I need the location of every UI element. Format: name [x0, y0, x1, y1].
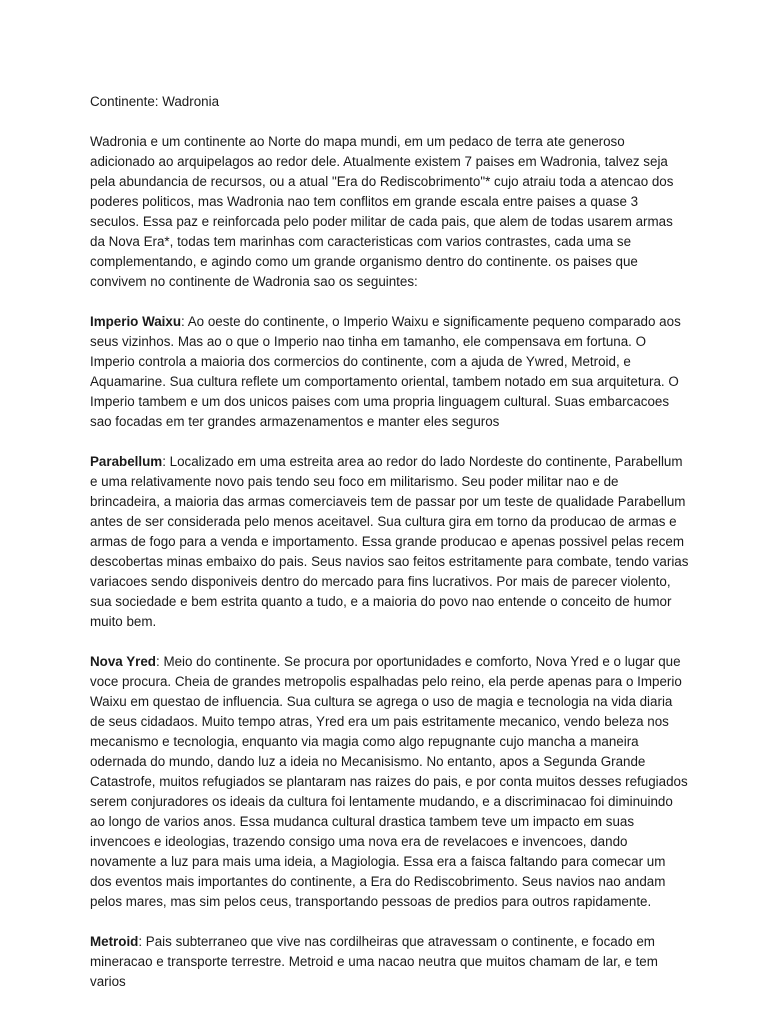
section-term: Nova Yred — [90, 654, 156, 669]
section-imperio-waixu — [90, 312, 690, 432]
intro-paragraph: Wadronia e um continente ao Norte do mapa mundi, em um pedaco de terra ate generoso adicionado ao arquipelagos ao redor dele. Atualmente existem 7 paises em Wadronia, talvez seja pela abundancia de recursos, ou a atual "Era do Rediscobrimento"* cujo atraiu toda a atencao dos poderes politicos, mas Wadronia nao tem conflitos em grande escala entre paises a quase 3 seculos. Essa paz e reinforcada pelo poder militar de cada pais, que alem de todas usarem armas da Nova Era*, todas tem marinhas com caracteristicas com varios contrastes, cada uma se complementando, e agindo como um grande organismo dentro do continente. os paises que convivem no continente de Wadronia sao os seguintes: — [90, 134, 674, 289]
document-body — [90, 92, 690, 1012]
section-text: : Pais subterraneo que vive nas cordilheiras que atravessam o continente, e focado em mineracao e transporte terrestre. Metroid e uma nacao neutra que muitos chamam de lar, e tem varios — [90, 934, 658, 989]
section-metroid — [90, 932, 690, 992]
section-term: Parabellum — [90, 454, 163, 469]
document-title: Continente: Wadronia — [90, 94, 220, 109]
section-parabellum — [90, 452, 690, 632]
section-text: : Meio do continente. Se procura por oportunidades e comforto, Nova Yred e o lugar que voce procura. Cheia de grandes metropolis espalhadas pelo reino, ela perde apenas para o Imperio Waixu em questao de influencia. Sua cultura se agrega o uso de magia e tecnologia na vida diaria de seus cidadaos. Muito tempo atras, Yred era um pais estritamente mecanico, vendo beleza nos mecanismo e tecnologia, enquanto via magia como algo repugnante cujo mancha a maneira odernada do mundo, dando luz a ideia no Mecanisismo. No entanto, apos a Segunda Grande Catastrofe, muitos refugiados se plantaram nas raizes do pais, e por conta muitos desses refugiados serem conjuradores os ideais da cultura foi lentamente mudando, e a discriminacao foi diminuindo ao longo de varios anos. Essa mudanca cultural drastica tambem teve um impacto em suas invencoes e ideologias, trazendo consigo uma nova era de revelacoes e invencoes, dando novamente a luz para mais uma ideia, a Magiologia. Essa era a faisca faltando para comecar um dos eventos mais importantes do continente, a Era do Rediscobrimento. Seus navios nao andam pelos mares, mas sim pelos ceus, transportando pessoas de predios para outros rapidamente. — [90, 654, 688, 909]
section-text: : Ao oeste do continente, o Imperio Waixu e significamente pequeno comparado aos seus vizinhos. Mas ao o que o Imperio nao tinha em tamanho, ele compensava em fortuna. O Imperio controla a maioria dos cormercios do continente, com a ajuda de Ywred, Metroid, e Aquamarine. Sua cultura reflete um comportamento oriental, tambem notado em sua arquitetura. O Imperio tambem e um dos unicos paises com uma propria linguagem cultural. Suas embarcacoes sao focadas em ter grandes armazenamentos e manter eles seguros — [90, 314, 681, 429]
section-text: : Localizado em uma estreita area ao redor do lado Nordeste do continente, Parabellum e uma relativamente novo pais tendo seu foco em militarismo. Seu poder militar nao e de brincadeira, a maioria das armas comerciaveis tem de passar por um teste de qualidade Parabellum antes de ser considerada pelo menos aceitavel. Sua cultura gira em torno da producao de armas e armas de fogo para a venda e importamento. Essa grande producao e apenas possivel pelas recem descobertas minas embaixo do pais. Seus navios sao feitos estritamente para combate, tendo varias variacoes sendo disponiveis dentro do mercado para fins lucrativos. Por mais de parecer violento, sua sociedade e bem estrita quanto a tudo, e a maioria do povo nao entende o conceito de humor muito bem. — [90, 454, 689, 629]
section-nova-yred — [90, 652, 690, 912]
section-term: Metroid — [90, 934, 139, 949]
section-term: Imperio Waixu — [90, 314, 182, 329]
